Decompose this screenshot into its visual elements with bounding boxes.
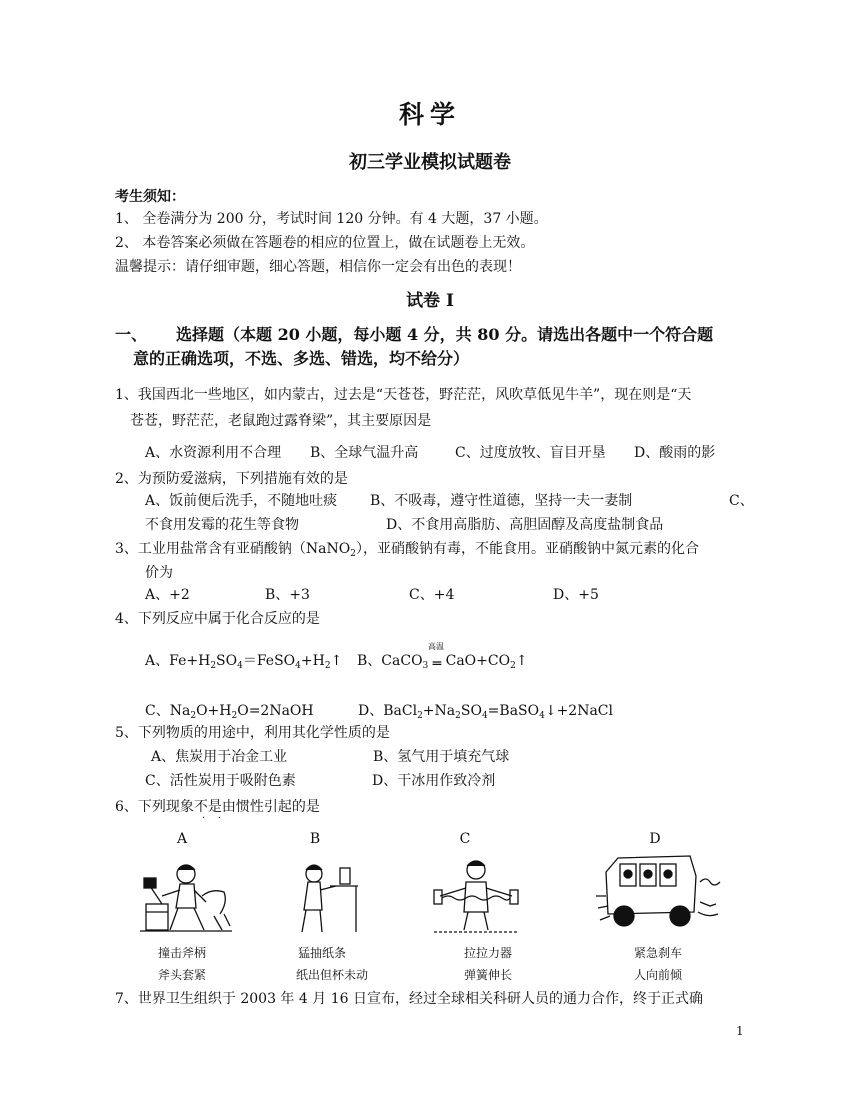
emphasis-dots: · · [202, 813, 222, 824]
q3-option-b: B、+3 [265, 587, 310, 603]
q6-figure-letter-a: A [176, 831, 188, 847]
q2-stem: 2、为预防爱滋病，下列措施有效的是 [115, 471, 348, 487]
q6-caption-c-line1: 拉拉力器 [463, 946, 512, 960]
q4-option-d: D、$BaCl_2+Na_2SO_4=BaSO_4↓+2NaCl$ [358, 703, 613, 721]
q2-option-c-text: 不食用发霉的花生等食物 [145, 517, 299, 533]
q5-option-c: C、活性炭用于吸附色素 [145, 773, 296, 789]
section-title: 试卷 I [406, 291, 454, 311]
figure-chest-expander-illustration [430, 856, 522, 936]
page-subtitle: 初三学业模拟试题卷 [349, 152, 511, 173]
q4-option-c: C、$Na_2O+H_2O=2NaOH$ [145, 703, 314, 721]
q7-stem-line1: 7、世界卫生组织于 2003 年 4 月 16 日宣布，经过全球相关科研人员的通力合作，终于正式确 [115, 991, 703, 1007]
q1-stem-line1: 1、我国西北一些地区，如内蒙古，过去是“天苍苍，野茫茫，风吹草低见牛羊”，现在则是“天 [115, 387, 692, 403]
q5-option-a: A、焦炭用于冶金工业 [151, 749, 288, 765]
q4-condition-label: 高温 [428, 642, 444, 651]
q6-caption-d-line1: 紧急刹车 [633, 946, 682, 960]
q2-option-d: D、不食用高脂肪、高胆固醇及高度盐制食品 [386, 517, 664, 533]
q6-figure-letter-c: C [459, 831, 471, 847]
q3-stem-line2: 价为 [145, 565, 173, 581]
q5-stem: 5、下列物质的用途中，利用其化学性质的是 [115, 725, 390, 741]
q6-caption-d-line2: 人向前倾 [633, 968, 682, 982]
q1-option-b: B、全球气温升高 [310, 445, 419, 461]
q4-option-b: B、CaCO$_3$ ═ $CaO+CO_2↑$ [357, 653, 528, 672]
part-description-line1: 选择题（本题 20 小题，每小题 4 分，共 80 分。请选出各题中一个符合题 [176, 325, 714, 344]
q4-option-a: A、$Fe+H_2SO_4=FeSO_4+H_2↑$ [145, 653, 343, 671]
q1-option-c: C、过度放牧、盲目开垦 [455, 445, 606, 461]
q1-option-a: A、水资源利用不合理 [145, 445, 282, 461]
q6-caption-c-line2: 弹簧伸长 [463, 968, 512, 982]
q4-stem: 4、下列反应中属于化合反应的是 [115, 611, 320, 627]
notice-item-1: 1、 全卷满分为 200 分，考试时间 120 分钟。有 4 大题，37 小题。 [115, 211, 548, 227]
figure-paper-cup-illustration [292, 856, 362, 936]
q6-caption-b-line2: 纸出但杯未动 [295, 968, 368, 982]
q2-option-b: B、不吸毒，遵守性道德，坚持一夫一妻制 [370, 493, 633, 509]
part-description-line2: 意的正确选项，不选、多选、错选，均不给分） [133, 349, 470, 368]
q6-caption-a-line2: 斧头套紧 [157, 968, 206, 982]
q6-caption-a-line1: 撞击斧柄 [157, 946, 206, 960]
figure-axe-illustration [140, 856, 236, 936]
q3-stem-line1: 3、工业用盐常含有亚硝酸钠（NaNO$_2$），亚硝酸钠有毒，不能食用。亚硝酸钠中氮元素的化合 [115, 541, 699, 559]
notice-item-2: 2、 本卷答案必须做在答题卷的相应的位置上，做在试题卷上无效。 [115, 235, 535, 251]
q1-stem-line2: 苍苍，野茫茫，老鼠跑过露脊梁”，其主要原因是 [130, 413, 432, 429]
q6-figure-letter-d: D [649, 831, 661, 847]
notice-tip: 温馨提示：请仔细审题，细心答题，相信你一定会有出色的表现！ [115, 259, 521, 275]
q6-caption-b-line1: 猛抽纸条 [297, 946, 346, 960]
q2-option-a: A、饭前便后洗手，不随地吐痰 [145, 493, 338, 509]
q6-figure-letter-b: B [309, 831, 321, 847]
page-number: 1 [736, 1024, 744, 1038]
figure-bus-braking-illustration [596, 852, 722, 936]
q3-option-a: A、+2 [145, 587, 190, 603]
q2-option-c-label: C、 [729, 493, 754, 509]
q6-stem: 6、下列现象不是由惯性引起的是 [115, 799, 320, 815]
part-label: 一、 [115, 325, 148, 344]
notice-heading: 考生须知： [115, 189, 185, 205]
q5-option-d: D、干冰用作致冷剂 [372, 773, 496, 789]
q3-option-d: D、+5 [553, 587, 599, 603]
q5-option-b: B、氢气用于填充气球 [373, 749, 510, 765]
q1-option-d: D、酸雨的影 [634, 445, 716, 461]
page-title: 科学 [398, 100, 461, 129]
q3-option-c: C、+4 [409, 587, 455, 603]
